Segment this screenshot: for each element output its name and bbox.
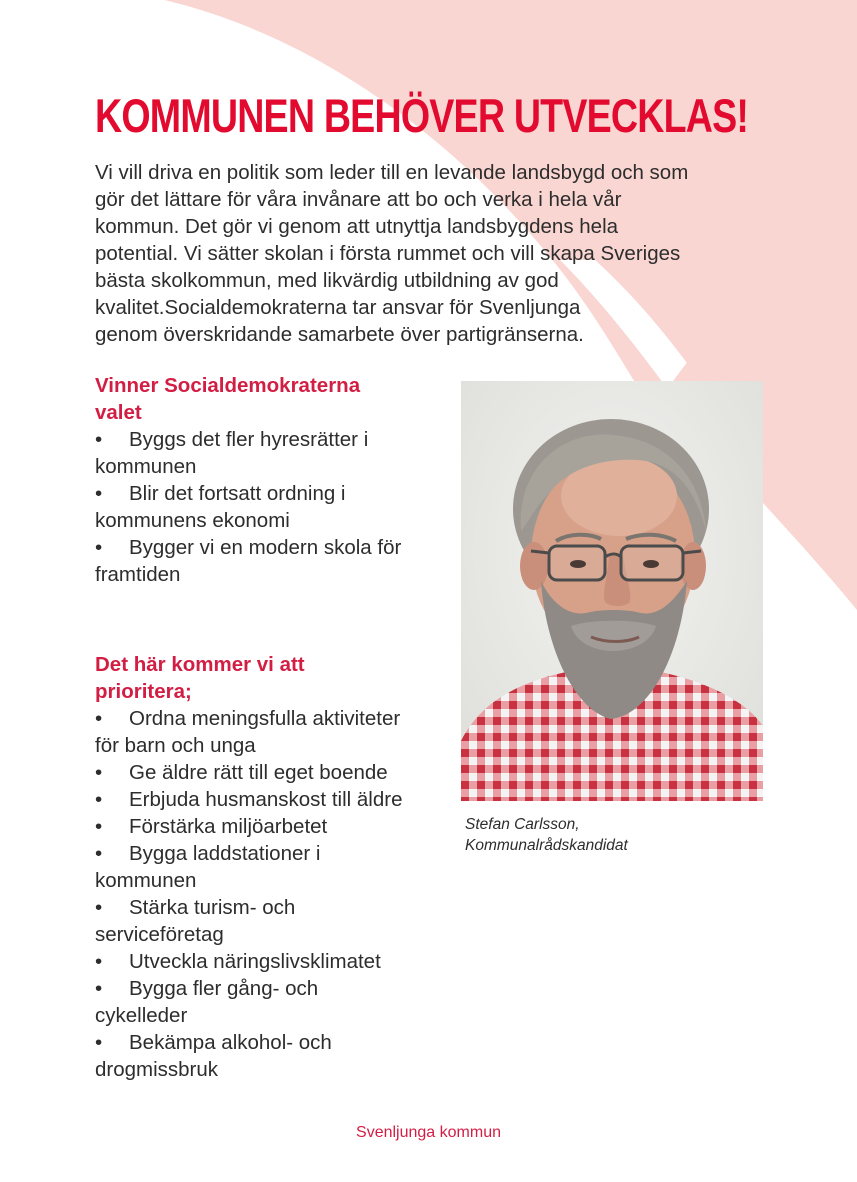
item-text: drogmissbruk	[95, 1058, 219, 1081]
item-text: Ordna meningsfulla aktiviteter	[129, 707, 401, 730]
item-text: Stärka turism- och	[129, 896, 296, 919]
list-item	[95, 894, 455, 948]
bullet-icon: •	[95, 1031, 103, 1054]
item-text: för barn och unga	[95, 734, 256, 757]
bullet-icon: •	[95, 482, 103, 505]
intro-line: Vi vill driva en politik som leder till en levande landsbygd och som	[95, 161, 689, 184]
item-text: Bekämpa alkohol- och	[129, 1031, 332, 1054]
page-title: KOMMUNEN BEHÖVER UTVECKLAS!	[95, 89, 749, 142]
intro-line: potential. Vi sätter skolan i första rummet och vill skapa Sveriges	[95, 242, 681, 265]
list-item	[95, 786, 455, 813]
list-item	[95, 705, 455, 759]
photo-caption	[465, 814, 628, 856]
item-text: Utveckla näringslivsklimatet	[129, 950, 381, 973]
item-text: kommunen	[95, 455, 197, 478]
bullet-icon: •	[95, 842, 103, 865]
item-text: Blir det fortsatt ordning i	[129, 482, 346, 505]
left-column	[95, 372, 455, 1083]
bullet-icon: •	[95, 950, 103, 973]
caption-line: Kommunalrådskandidat	[465, 837, 628, 854]
section-priorities	[95, 651, 455, 1083]
intro-line: kommun. Det gör vi genom att utnyttja landsbygdens hela	[95, 215, 619, 238]
intro-line: gör det lättare för våra invånare att bo och verka i hela vår	[95, 188, 622, 211]
heading-line: valet	[95, 401, 142, 424]
heading-line: Det här kommer vi att	[95, 653, 305, 676]
item-text: Ge äldre rätt till eget boende	[129, 761, 388, 784]
bullet-icon: •	[95, 536, 103, 559]
bullet-icon: •	[95, 815, 103, 838]
item-text: Erbjuda husmanskost till äldre	[129, 788, 403, 811]
bullet-icon: •	[95, 428, 103, 451]
intro-line: kvalitet.Socialdemokraterna tar ansvar för Svenljunga	[95, 296, 581, 319]
item-text: kommunens ekonomi	[95, 509, 290, 532]
portrait-photo	[461, 381, 763, 801]
item-text: framtiden	[95, 563, 181, 586]
list-item	[95, 534, 455, 588]
list-item	[95, 1029, 455, 1083]
heading-line: prioritera;	[95, 680, 192, 703]
bullet-icon: •	[95, 896, 103, 919]
item-text: cykelleder	[95, 1004, 188, 1027]
list-item	[95, 975, 455, 1029]
bullet-icon: •	[95, 977, 103, 1000]
item-text: kommunen	[95, 869, 197, 892]
item-text: Bygger vi en modern skola för	[129, 536, 402, 559]
footer-text: Svenljunga kommun	[356, 1124, 501, 1141]
portrait-illustration	[461, 381, 763, 801]
section-if-win	[95, 372, 455, 588]
list-item	[95, 426, 455, 480]
section-heading	[95, 372, 455, 426]
list-item	[95, 759, 455, 786]
bullet-icon: •	[95, 761, 103, 784]
item-text: serviceföretag	[95, 923, 224, 946]
list-item	[95, 840, 455, 894]
intro-line: bästa skolkommun, med likvärdig utbildning av god	[95, 269, 559, 292]
list-item	[95, 948, 455, 975]
list-item	[95, 813, 455, 840]
item-text: Bygga fler gång- och	[129, 977, 319, 1000]
bullet-list	[95, 426, 455, 588]
intro-line: genom överskridande samarbete över partigränserna.	[95, 323, 584, 346]
item-text: Bygga laddstationer i	[129, 842, 321, 865]
item-text: Byggs det fler hyresrätter i	[129, 428, 369, 451]
bullet-icon: •	[95, 707, 103, 730]
bullet-list	[95, 705, 455, 1083]
intro-paragraph	[95, 159, 785, 348]
list-item	[95, 480, 455, 534]
caption-line: Stefan Carlsson,	[465, 816, 580, 833]
bullet-icon: •	[95, 788, 103, 811]
item-text: Förstärka miljöarbetet	[129, 815, 328, 838]
section-heading	[95, 651, 455, 705]
heading-line: Vinner Socialdemokraterna	[95, 374, 361, 397]
